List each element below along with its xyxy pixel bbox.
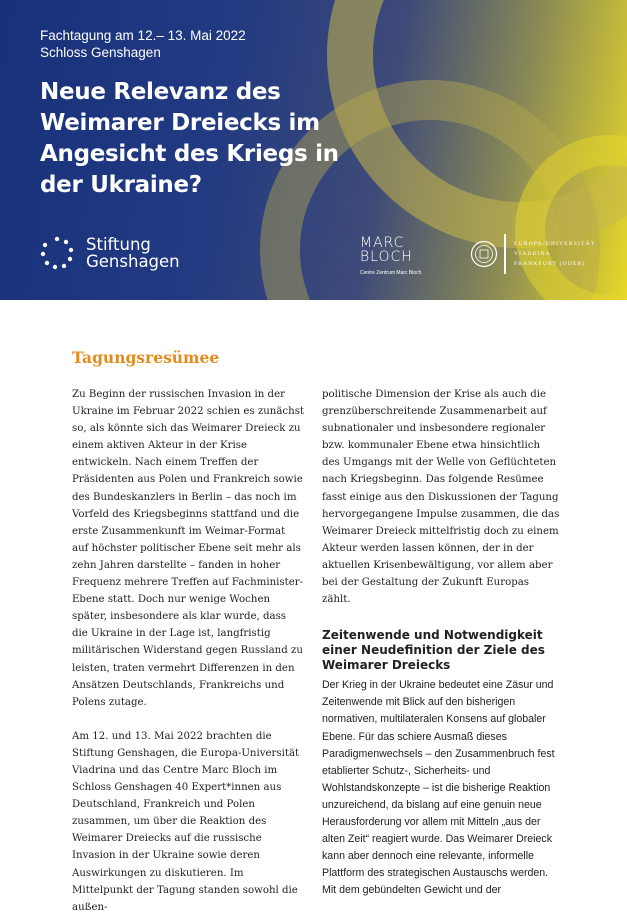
logo-mark-bloch: BLOCH bbox=[360, 249, 413, 265]
subheading: Zeitenwende und Notwendigkeit einer Neudefinition der Ziele des Weimarer Dreiecks bbox=[322, 628, 545, 673]
logo-text-genshagen: Genshagen bbox=[86, 252, 180, 271]
logo-marc-bloch-subtitle: Centre Zentrum Marc Bloch bbox=[360, 270, 422, 276]
logo-mark-marc: MARC bbox=[360, 235, 405, 251]
logo-divider bbox=[504, 234, 506, 274]
paragraph-continuation: politische Dimension der Krise als auch die grenzüberschreitende Zusammenarbeit auf subnationaler und insbesondere regionaler bzw. kommunaler Ebene etwa hinsichtlich des Umgangs mit der Welle von Geflüchteten nach Kriegsbeginn. Das folgende Resümee fasst einige aus den Diskussionen der Tagung hervorgegangene Impulse zusammen, die das Weimarer Dreieck mittelfristig doch zu einem Akteur werden lassen können, der in der aktuellen Krisenbewältigung, vor allem aber bei der Gestaltung der Zukunft Europas zählt. bbox=[322, 389, 560, 606]
page-title: Neue Relevanz des Weimarer Dreiecks im Angesicht des Kriegs in der Ukraine? bbox=[40, 79, 339, 198]
university-seal-icon bbox=[470, 240, 498, 268]
paragraph-zeitenwende: Der Krieg in der Ukraine bedeutet eine Zäsur und Zeitenwende mit Blick auf den bisherigen normativen, multilateralen Konsens auf globaler Ebene. Für das schiere Ausmaß dieses Paradigmenwechsels – den Zusammenbruch fest etablierter Schutz-, Sicherheits- und Wohlstandskonzepte – ist die bisherige Reaktion unzureichend, da bislang auf eine genuin neue Herausforderung vor allem mit Mitteln „aus der alten Zeit“ reagiert wurde. Das Weimarer Dreieck kann aber dennoch eine relevante, informelle Plattform des strategischen Austauschs werden. Mit dem gebündelten Gewicht und der bbox=[322, 679, 555, 897]
stiftung-genshagen-logo bbox=[40, 236, 180, 270]
header-banner bbox=[0, 0, 627, 300]
paragraph-conference: Am 12. und 13. Mai 2022 brachten die Stiftung Genshagen, die Europa-Universität Viadrina und das Centre Marc Bloch im Schloss Genshagen 40 Expert*innen aus Deutschland, Frankreich und Polen zusammen, um über die Reaktion des Weimarer Dreiecks auf die russische Invasion in der Ukraine sowie deren Auswirkungen zu diskutieren. Im Mittelpunkt der Tagung standen sowohl die außen- bbox=[72, 730, 300, 913]
europa-universitaet-logo bbox=[470, 234, 595, 274]
right-column bbox=[322, 386, 560, 899]
section-title: Tagungsresümee bbox=[72, 348, 220, 367]
marc-bloch-logo bbox=[360, 236, 421, 276]
event-location: Schloss Genshagen bbox=[40, 45, 161, 60]
left-column bbox=[72, 386, 304, 916]
logo-euv-line3: FRANKFURT (ODER) bbox=[514, 261, 586, 267]
dot-ring-icon bbox=[40, 236, 74, 270]
event-info bbox=[40, 27, 246, 61]
logo-euv-line1: EUROPA-UNIVERSITÄT bbox=[514, 241, 596, 247]
paragraph-intro: Zu Beginn der russischen Invasion in der Ukraine im Februar 2022 schien es zunächst so, als könnte sich das Weimarer Dreieck zu einem aktiven Akteur in der Krise entwickeln. Nach einem Treffen der Präsidenten aus Polen und Frankreich sowie des Bundeskanzlers in Berlin – das noch im Vorfeld des Kriegsbeginns stattfand und die erste Zusammenkunft im Weimar-Format auf höchster politischer Ebene seit mehr als zehn Jahren darstellte – fanden in hoher Frequenz mehrere Treffen auf Fachminister-Ebene statt. Doch nur wenige Wochen später, insbesondere als klar wurde, dass die Ukraine in der Lage ist, langfristig militärischen Widerstand gegen Russland zu leisten, traten vermehrt Differenzen in den Ansätzen Deutschlands, Frankreichs und Polens zutage. bbox=[72, 389, 305, 708]
logo-euv-line2: VIADRINA bbox=[514, 251, 551, 257]
logo-text-stiftung: Stiftung bbox=[86, 235, 151, 254]
event-date: Fachtagung am 12.– 13. Mai 2022 bbox=[40, 28, 246, 43]
